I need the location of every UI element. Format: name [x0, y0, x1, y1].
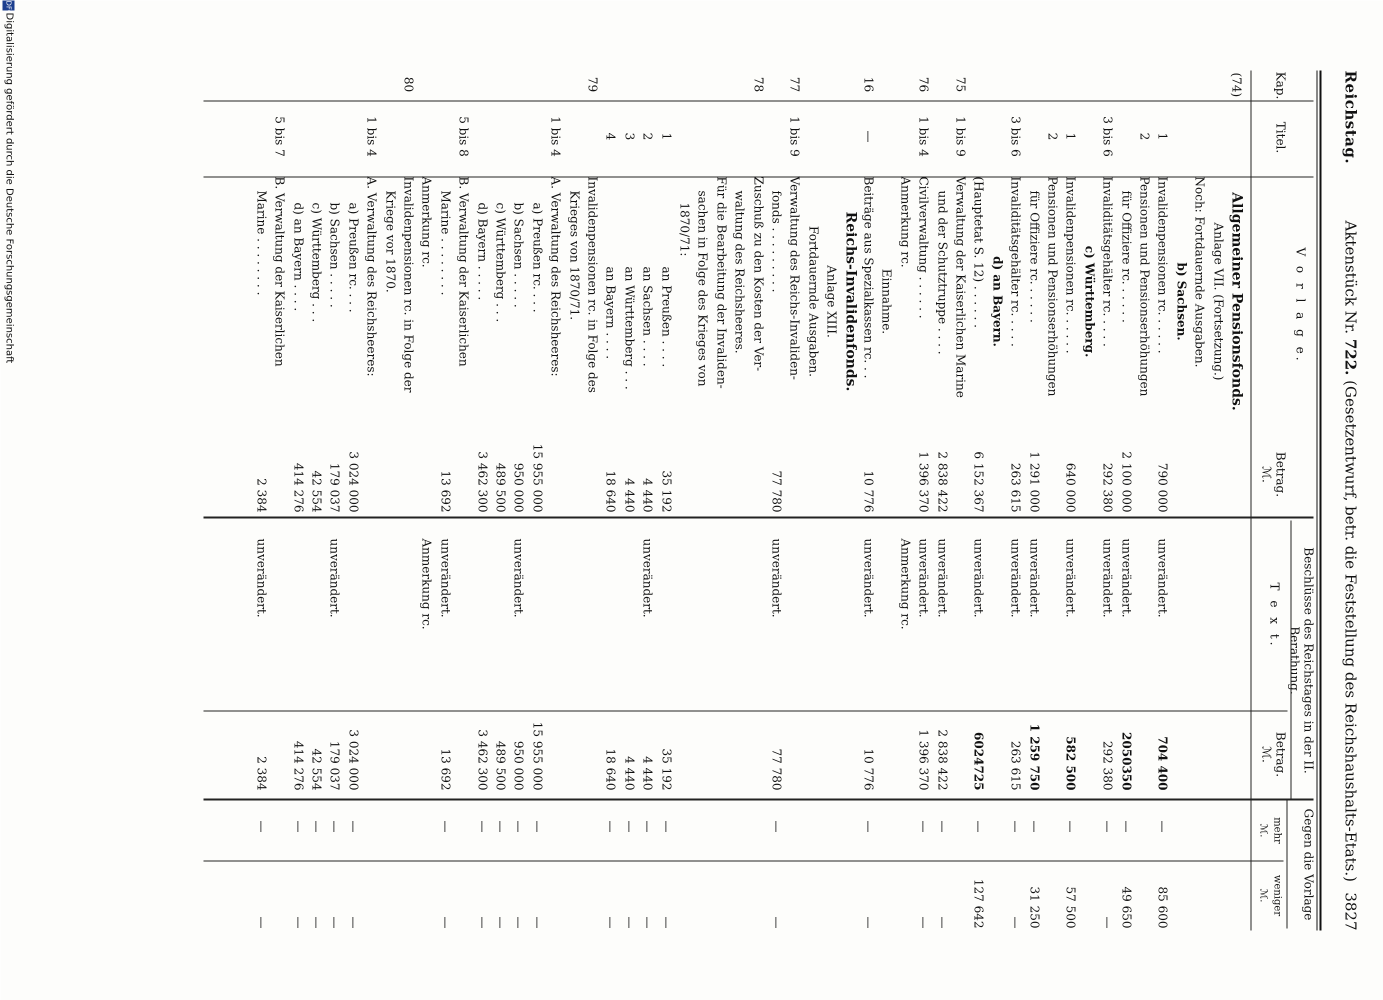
row-weniger: — — [474, 916, 489, 928]
row-titel: 4 — [603, 132, 618, 140]
row-label: sachen in Folge des Krieges von — [695, 190, 710, 387]
row-betrag2: 292 380 — [1100, 740, 1115, 790]
row-titel: 5 bis 7 — [272, 115, 287, 157]
table-row — [640, 68, 654, 938]
row-betrag2: 15 955 000 — [529, 721, 544, 790]
row-betrag2: 3 024 000 — [345, 728, 360, 790]
table-row — [585, 68, 599, 938]
row-betrag2: 704 400 — [1155, 735, 1170, 790]
table-row — [364, 68, 378, 938]
row-betrag2: 4 440 — [640, 755, 655, 790]
row-label: Noch: Fortdauernde Ausgaben. — [1192, 176, 1207, 367]
table-row — [659, 68, 673, 938]
dfg-logo: DFG — [4, 0, 12, 15]
col-betrag2 — [1259, 712, 1287, 796]
row-mehr: — — [1063, 820, 1078, 832]
table-row — [548, 68, 562, 938]
table-row — [1174, 68, 1188, 938]
col-betrag2-label: Betrag. — [1273, 731, 1287, 777]
col-betrag-unit: ℳ. — [1259, 465, 1273, 483]
row-label: B. Verwaltung der Kaiserlichen — [456, 176, 471, 367]
row-betrag2: 13 692 — [437, 748, 452, 790]
row-titel: 1 bis 4 — [916, 115, 931, 157]
row-kap: 80 — [401, 76, 415, 92]
row-betrag2: 414 276 — [290, 740, 305, 790]
row-titel: 2 — [640, 132, 655, 140]
table-row — [843, 68, 857, 938]
row-titel: 3 bis 6 — [1100, 115, 1115, 157]
row-label: B. Verwaltung der Kaiserlichen — [272, 176, 287, 367]
row-titel: 1 bis 4 — [364, 115, 379, 157]
table-row — [419, 68, 433, 938]
table-row — [1229, 68, 1243, 938]
row-betrag: 263 615 — [1008, 462, 1023, 512]
col-betrag-label: Betrag. — [1273, 451, 1287, 497]
row-betrag2: 2 838 422 — [934, 728, 949, 790]
row-text: unverändert. — [861, 538, 875, 618]
row-betrag: 77 780 — [769, 470, 783, 512]
row-text: unverändert. — [511, 538, 526, 618]
table-row — [824, 68, 838, 938]
table-row — [971, 68, 985, 938]
row-label: an Preußen . . . . — [658, 266, 673, 367]
row-betrag: 414 276 — [290, 462, 305, 512]
row-label: d) Bayern . . . . . — [474, 202, 489, 300]
table-row — [1045, 68, 1059, 938]
row-betrag: 790 000 — [1155, 462, 1170, 512]
row-label: und der Schutztruppe . . . . — [934, 190, 949, 355]
row-betrag2: 10 776 — [861, 748, 875, 790]
row-label: c) Württemberg . . . — [309, 202, 323, 322]
row-kap: 16 — [861, 76, 875, 92]
row-mehr: — — [658, 820, 673, 832]
row-weniger: — — [327, 916, 342, 928]
row-mehr: — — [253, 820, 268, 832]
row-weniger: — — [1008, 916, 1023, 928]
row-weniger: 85 600 — [1155, 886, 1170, 928]
row-betrag: 292 380 — [1100, 462, 1115, 512]
table-row — [622, 68, 636, 938]
row-titel: 1 bis 9 — [787, 115, 802, 157]
row-label: Invaliditätsgehälter rc. . . . . — [1100, 176, 1115, 347]
row-betrag2: 489 500 — [493, 740, 507, 790]
row-text: unverändert. — [640, 538, 655, 618]
row-mehr: — — [640, 820, 655, 832]
row-label: Zuschuß zu den Kosten der Ver- — [750, 176, 765, 371]
row-mehr: — — [529, 820, 544, 832]
table-row — [530, 68, 544, 938]
row-titel: 3 bis 6 — [1008, 115, 1023, 157]
row-label: für Offiziere rc. . . . . . — [1118, 190, 1133, 323]
row-weniger: — — [493, 916, 507, 928]
row-label: Civilverwaltung . . . . . . — [916, 176, 931, 319]
row-betrag: 1 291 000 — [1026, 450, 1041, 512]
row-mehr: — — [934, 820, 949, 832]
row-betrag2: 179 037 — [327, 740, 342, 790]
row-label: Pensionen und Pensionserhöhungen — [1137, 176, 1151, 396]
row-betrag: 4 440 — [621, 477, 636, 512]
header-left: Reichstag. — [1341, 70, 1359, 164]
row-weniger: — — [769, 916, 783, 928]
header-prefix: Aktenstück Nr. — [1341, 220, 1359, 334]
row-label: Anlage VII. (Fortsetzung.) — [1210, 222, 1225, 380]
row-text: unverändert. — [253, 538, 268, 618]
row-titel: 3 — [621, 132, 636, 140]
top-rule-thin — [1316, 70, 1317, 930]
row-mehr: — — [621, 820, 636, 832]
row-titel: — — [861, 130, 875, 142]
row-label: Marine . . . . . . . . — [253, 190, 268, 295]
row-weniger: 57 500 — [1063, 886, 1078, 928]
row-label: waltung des Reichsheeres. — [732, 190, 747, 354]
row-mehr: — — [1008, 820, 1023, 832]
row-titel: 2 — [1045, 132, 1059, 140]
row-betrag2: 1 396 370 — [916, 728, 931, 790]
row-label: Anmerkung rc. — [897, 176, 912, 268]
row-label: Invalidenpensionen rc. . . . . . — [1155, 176, 1170, 354]
row-betrag: 35 192 — [658, 470, 673, 512]
table-row — [861, 68, 875, 938]
row-betrag2: 6024725 — [971, 731, 986, 790]
table-row — [346, 68, 360, 938]
row-kap: 75 — [953, 76, 967, 92]
row-mehr: — — [1026, 820, 1041, 832]
row-label: Pensionen und Pensionserhöhungen — [1045, 176, 1059, 396]
table-row — [309, 68, 323, 938]
row-betrag2: 2050350 — [1118, 731, 1133, 790]
row-titel: 1 — [1155, 132, 1170, 140]
row-betrag: 2 838 422 — [934, 450, 949, 512]
table-row — [1008, 68, 1022, 938]
table-row — [935, 68, 949, 938]
row-label: an Sachsen . . . . — [640, 266, 655, 367]
row-betrag2: 35 192 — [658, 748, 673, 790]
row-betrag: 6 152 367 — [971, 450, 986, 512]
row-weniger: — — [290, 916, 305, 928]
row-betrag2: 3 462 300 — [474, 728, 489, 790]
row-label: Allgemeiner Pensionsfonds. — [1228, 191, 1244, 411]
row-label: Invalidenpensionen rc. in Folge der — [401, 176, 415, 393]
table-row — [475, 68, 489, 938]
row-betrag: 4 440 — [640, 477, 655, 512]
row-titel: 1 — [658, 132, 673, 140]
row-betrag: 1 396 370 — [916, 450, 931, 512]
row-titel: 5 bis 8 — [456, 115, 471, 157]
row-label: Fortdauernde Ausgaben. — [805, 225, 820, 377]
row-betrag: 2 384 — [253, 477, 268, 512]
row-label: Invalidenpensionen rc. in Folge des — [585, 176, 599, 393]
table-row — [732, 68, 746, 938]
row-label: b) Sachsen . . . . . — [511, 202, 526, 308]
row-titel: 1 bis 9 — [953, 115, 967, 157]
row-text: unverändert. — [1026, 538, 1041, 618]
table-row — [769, 68, 783, 938]
table-row — [1100, 68, 1114, 938]
row-weniger: — — [621, 916, 636, 928]
row-text: unverändert. — [769, 538, 783, 618]
row-text: unverändert. — [971, 538, 986, 618]
row-weniger: — — [1100, 916, 1115, 928]
row-betrag2: 1 259 750 — [1026, 723, 1041, 790]
row-weniger: — — [437, 916, 452, 928]
row-kap: 76 — [916, 76, 931, 92]
table-row — [401, 68, 415, 938]
header-number: 722. — [1341, 338, 1359, 375]
row-mehr: — — [1100, 820, 1115, 832]
row-betrag: 2 100 000 — [1118, 450, 1133, 512]
col-kap: Kap. — [1273, 71, 1287, 99]
table-row — [879, 68, 893, 938]
table-row — [695, 68, 709, 938]
row-titel: 2 — [1137, 132, 1151, 140]
row-kap: 78 — [750, 76, 765, 92]
row-mehr: — — [769, 820, 783, 832]
row-kap: 77 — [787, 76, 802, 92]
row-weniger: — — [658, 916, 673, 928]
row-weniger: — — [916, 916, 931, 928]
table-row — [1082, 68, 1096, 938]
col-mehr-unit: ℳ. — [1257, 823, 1268, 837]
row-weniger: — — [934, 916, 949, 928]
col-mehr — [1255, 800, 1283, 860]
row-mehr: — — [327, 820, 342, 832]
row-betrag: 18 640 — [603, 470, 618, 512]
row-mehr: — — [437, 820, 452, 832]
row-mehr: — — [1118, 820, 1133, 832]
row-weniger: 127 642 — [971, 878, 986, 928]
table-row — [511, 68, 525, 938]
table-row — [1119, 68, 1133, 938]
row-weniger: — — [253, 916, 268, 928]
row-mehr: — — [861, 820, 875, 832]
row-text: unverändert. — [327, 538, 342, 618]
row-label: c) Württemberg . . . — [493, 202, 507, 322]
table-row — [677, 68, 691, 938]
header-suffix: (Gesetzentwurf, betr. die Feststellung des Reichshaushalts-Etats.) — [1341, 379, 1359, 882]
row-betrag: 3 462 300 — [474, 450, 489, 512]
row-label: b) Sachsen. — [1173, 261, 1188, 340]
row-text: unverändert. — [437, 538, 452, 618]
row-label: d) an Bayern. — [989, 255, 1004, 347]
col-mehr-label: mehr — [1271, 816, 1282, 844]
row-label: Krieges von 1870/71. — [566, 190, 581, 320]
row-label: Für die Bearbeitung der Invaliden- — [713, 176, 728, 389]
table-row — [898, 68, 912, 938]
col-beschluesse: Beschlüsse des Reichstages in der II. Berathung. — [1287, 546, 1315, 774]
col-weniger — [1255, 862, 1283, 928]
row-label: Reichs-Invalidenfonds. — [841, 211, 858, 391]
row-weniger: — — [511, 916, 526, 928]
row-label: A. Verwaltung des Reichsheeres: — [364, 176, 379, 377]
row-betrag: 489 500 — [493, 462, 507, 512]
row-betrag: 10 776 — [861, 470, 875, 512]
page-header — [1335, 70, 1375, 930]
table-row — [990, 68, 1004, 938]
row-mehr: — — [971, 820, 986, 832]
row-mehr: — — [493, 820, 507, 832]
header-divider — [1250, 70, 1251, 930]
table-row — [1027, 68, 1041, 938]
table-row — [1137, 68, 1151, 938]
row-mehr: — — [345, 820, 360, 832]
row-label: Anmerkung rc. — [419, 176, 434, 268]
row-label: Kriege vor 1870. — [382, 190, 397, 293]
row-label: Marine . . . . . . . . — [437, 190, 452, 295]
row-text: Anmerkung rc. — [897, 538, 912, 630]
row-label: a) Preußen rc. . . . — [345, 202, 360, 313]
row-mehr: — — [511, 820, 526, 832]
row-label: Einnahme. — [879, 268, 894, 334]
row-text: Anmerkung rc. — [419, 538, 434, 630]
row-text: unverändert. — [934, 538, 949, 618]
row-betrag: 15 955 000 — [529, 443, 544, 512]
table-row — [1211, 68, 1225, 938]
row-mehr: — — [916, 820, 931, 832]
table-row — [1155, 68, 1169, 938]
row-kap: (74) — [1229, 72, 1243, 97]
row-label: Verwaltung des Reichs-Invaliden- — [787, 176, 802, 380]
table-row — [714, 68, 728, 938]
row-label: an Württemberg . . . — [621, 266, 636, 390]
table-row — [291, 68, 305, 938]
row-weniger: — — [640, 916, 655, 928]
row-label: b) Sachsen . . . . . — [327, 202, 342, 308]
row-label: an Bayern . . . . — [603, 266, 618, 359]
row-mehr: — — [603, 820, 618, 832]
row-weniger: — — [529, 916, 544, 928]
table-row — [254, 68, 268, 938]
row-label: Beiträge aus Spezialkassen rc. . . — [861, 176, 875, 378]
row-weniger: — — [345, 916, 360, 928]
row-weniger: — — [309, 916, 323, 928]
row-betrag: 640 000 — [1063, 462, 1078, 512]
row-text: unverändert. — [1155, 538, 1170, 618]
row-label: c) Württemberg. — [1081, 245, 1096, 357]
row-weniger: — — [603, 916, 618, 928]
row-label: (Hauptetat S. 12) . . . . . . — [971, 176, 986, 328]
footer-credit-text: Digitalisierung gefördert durch die Deutsche Forschungsgemeinschaft — [3, 12, 14, 363]
row-betrag2: 582 500 — [1063, 735, 1078, 790]
row-betrag: 179 037 — [327, 462, 342, 512]
table-row — [327, 68, 341, 938]
row-betrag2: 18 640 — [603, 748, 618, 790]
row-label: a) Preußen rc. . . . — [529, 202, 544, 313]
table-row — [806, 68, 820, 938]
table-row — [567, 68, 581, 938]
row-betrag2: 950 000 — [511, 740, 526, 790]
table-row — [916, 68, 930, 938]
table-row — [438, 68, 452, 938]
row-label: Invaliditätsgehälter rc. . . . . — [1008, 176, 1023, 347]
row-betrag: 42 554 — [309, 470, 323, 512]
row-label: 1870/71: — [677, 202, 691, 256]
row-mehr: — — [290, 820, 305, 832]
table-row — [383, 68, 397, 938]
col-text: T e x t. — [1267, 582, 1281, 648]
col-titel: Titel. — [1273, 121, 1287, 153]
row-betrag: 950 000 — [511, 462, 526, 512]
row-betrag: 3 024 000 — [345, 450, 360, 512]
row-text: unverändert. — [1118, 538, 1133, 618]
row-betrag2: 2 384 — [253, 755, 268, 790]
row-text: unverändert. — [916, 538, 931, 618]
gegen-divider — [1286, 800, 1287, 928]
table-row — [493, 68, 507, 938]
row-kap: 79 — [585, 76, 599, 92]
row-betrag2: 42 554 — [309, 748, 323, 790]
table-row — [787, 68, 801, 938]
table-row — [751, 68, 765, 938]
row-titel: 1 — [1063, 132, 1078, 140]
header-title — [1341, 220, 1359, 881]
row-label: Invalidenpensionen rc. . . . . . — [1063, 176, 1078, 354]
row-titel: 1 bis 4 — [548, 115, 563, 157]
col-betrag2-unit: ℳ. — [1259, 745, 1273, 763]
row-betrag2: 263 615 — [1008, 740, 1023, 790]
top-rule — [1319, 70, 1321, 930]
row-label: Anlage XIII. — [824, 264, 839, 338]
row-label: Verwaltung der Kaiserlichen Marine — [953, 176, 967, 398]
col-weniger-unit: ℳ. — [1257, 888, 1268, 902]
row-mehr: — — [474, 820, 489, 832]
footer-credit — [0, 0, 16, 1000]
table-row — [456, 68, 470, 938]
row-text: unverändert. — [1100, 538, 1115, 618]
row-betrag: 13 692 — [437, 470, 452, 512]
beschluesse-divider — [1290, 520, 1291, 800]
row-betrag2: 77 780 — [769, 748, 783, 790]
row-weniger: — — [861, 916, 875, 928]
table-row — [272, 68, 286, 938]
row-mehr: — — [309, 820, 323, 832]
col-betrag — [1259, 432, 1287, 516]
row-betrag2: 4 440 — [621, 755, 636, 790]
table-row — [953, 68, 967, 938]
row-label: für Offiziere rc. . . . . . — [1026, 190, 1041, 323]
row-weniger: 49 650 — [1118, 886, 1133, 928]
col-vorlage: V o r l a g e. — [1293, 246, 1307, 364]
row-label: A. Verwaltung des Reichsheeres: — [548, 176, 563, 377]
row-label: d) an Bayern . . . . — [290, 202, 305, 311]
col-gegen: Gegen die Vorlage — [1301, 808, 1315, 920]
row-weniger: 31 250 — [1026, 886, 1041, 928]
table-row — [1192, 68, 1206, 938]
row-mehr: — — [1155, 820, 1170, 832]
row-text: unverändert. — [1008, 538, 1023, 618]
table-row — [1063, 68, 1077, 938]
row-label: fonds . . . . . . . . . — [769, 190, 783, 292]
page-number: 3827 — [1341, 891, 1359, 930]
col-weniger-label: weniger — [1271, 874, 1282, 916]
table-row — [603, 68, 617, 938]
row-text: unverändert. — [1063, 538, 1078, 618]
